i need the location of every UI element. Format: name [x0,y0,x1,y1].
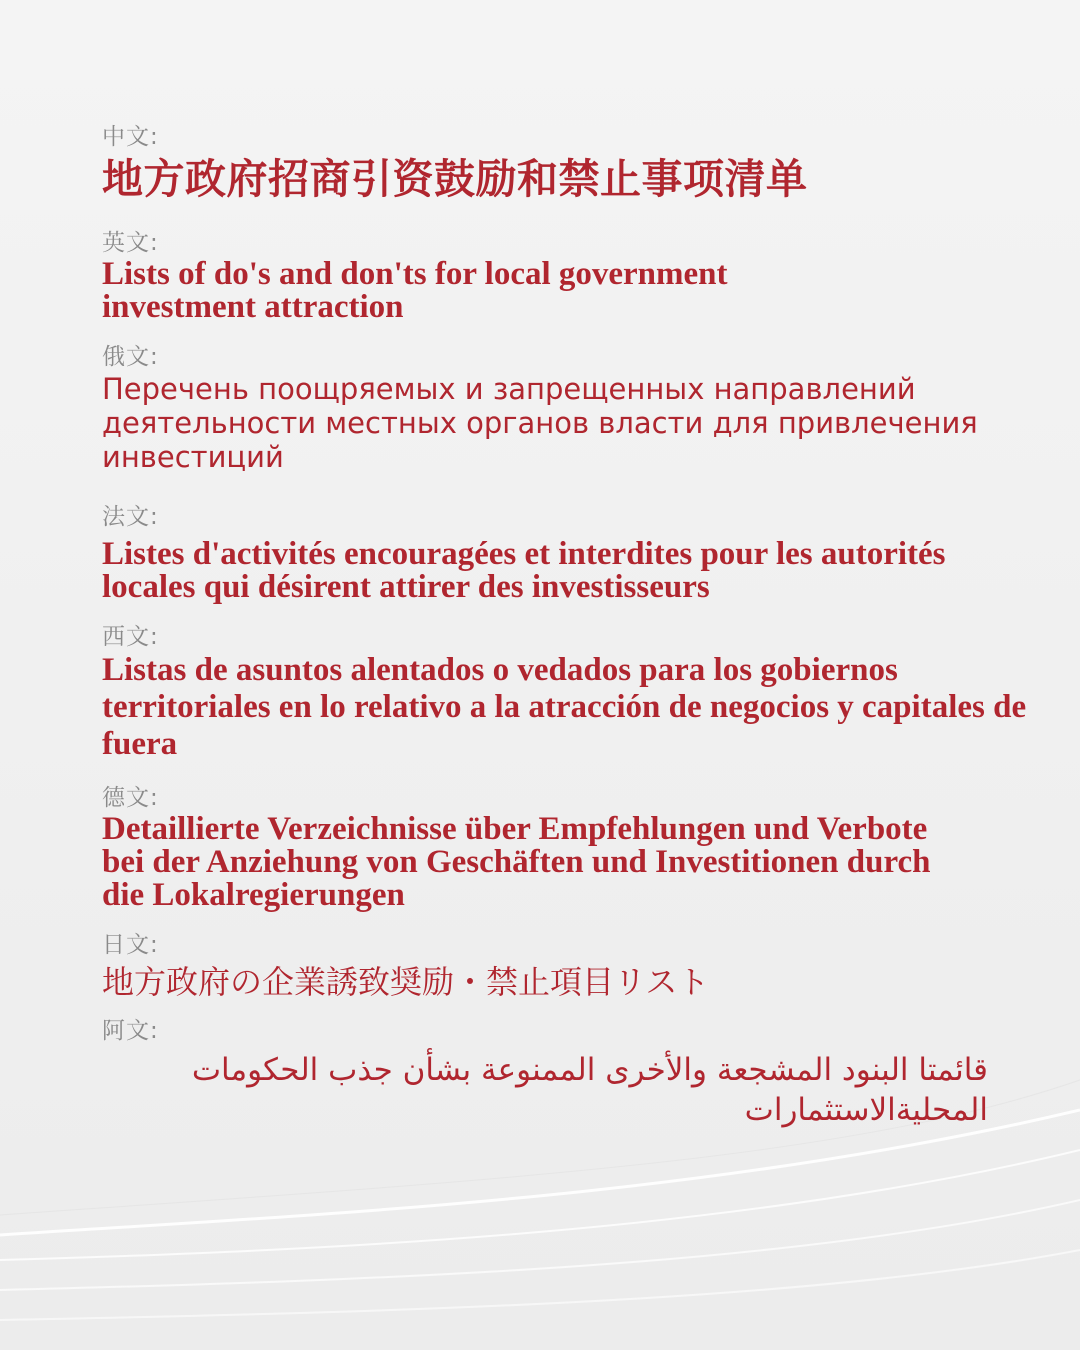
language-label-english: 英文: [102,230,159,256]
language-label-chinese: 中文: [102,124,159,150]
entry-chinese [102,122,1042,206]
language-label-spanish: 西文: [102,624,159,650]
language-label-arabic: 阿文: [102,1018,159,1044]
entry-spanish [102,622,1042,763]
term-german: Detaillierte Verzeichnisse über Empfehlungen und Verbote bei der Anziehung von Geschäften und Investitionen durch die Lokalregierungen [102,811,931,913]
term-arabic: قائمتا البنود المشجعة والأخرى الممنوعة بشأن جذب الحكومات المحليةالاستثمارات [191,1052,988,1128]
entry-japanese [102,930,1042,1004]
term-japanese: 地方政府の企業誘致奨励・禁止項目リスト [102,963,710,1001]
term-french: Listes d'activités encouragées et interdites pour les autorités locales qui désirent attirer des investisseurs [102,536,946,605]
term-english: Lists of do's and don'ts for local government investment attraction [102,256,728,325]
term-russian: Перечень поощряемых и запрещенных направлений деятельности местных органов власти для привлечения инвестиций [102,372,978,474]
language-label-japanese: 日文: [102,932,159,958]
language-label-russian: 俄文: [102,344,159,370]
term-chinese: 地方政府招商引资鼓励和禁止事项清单 [102,155,808,203]
entry-russian [102,342,1042,474]
entry-arabic [102,1016,1042,1130]
language-label-german: 德文: [102,785,159,811]
entry-french [102,502,1042,604]
language-label-french: 法文: [102,504,159,530]
term-spanish: Listas de asuntos alentados o vedados para los gobiernos territoriales en lo relativo a la atracción de negocios y capitales de fuera [102,652,1027,762]
glossary-list [102,122,1042,1130]
entry-german [102,783,1042,912]
entry-english [102,228,1042,324]
